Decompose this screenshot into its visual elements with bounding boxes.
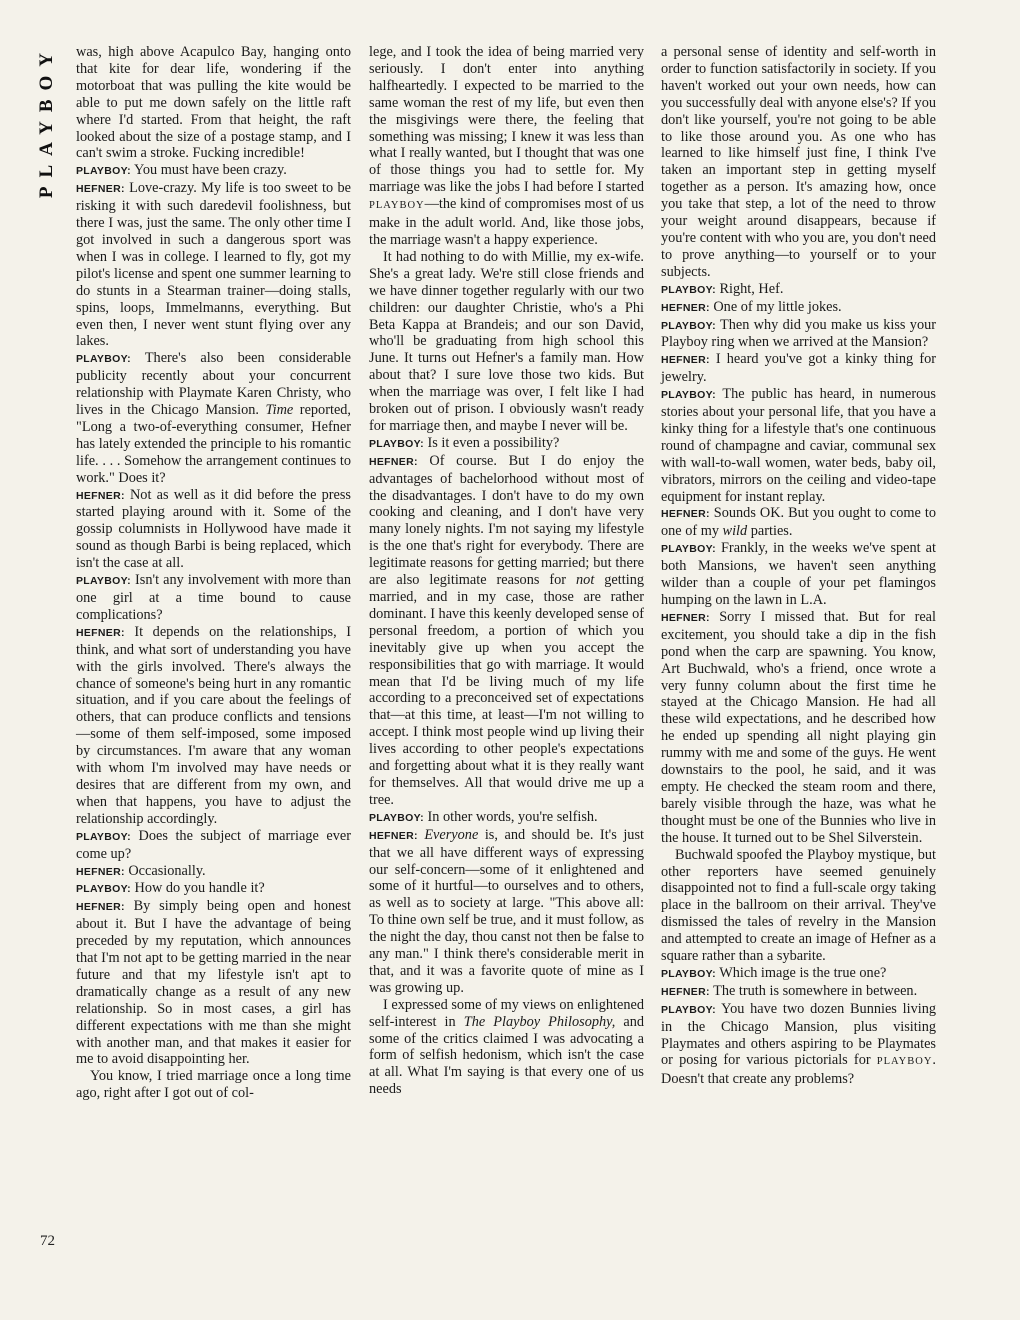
paragraph-text: Then why did you make us kiss your Playboy ring when we arrived at the Mansion? <box>661 316 936 351</box>
paragraph-text: was, high above Acapulco Bay, hanging onto that kite for dear life, wondering if the motorboat that was pulling the kite would be able to put me down safely on the little raft where I'd started. From that height, the raft looked about the size of a postage stamp, and I can't swim a stroke. Fucking incredible! <box>76 44 351 162</box>
speaker-label: HEFNER: <box>369 455 418 468</box>
paragraph-text: Right, Hef. <box>719 280 784 297</box>
speaker-label: PLAYBOY: <box>661 389 716 402</box>
paragraph-text-continued: reported, "Long a two-of-everything consumer, Hefner has lately extended the principle to his romantic life. . . . Somehow the arrangement continues to work." Does it? <box>76 402 352 486</box>
paragraph <box>661 505 936 540</box>
paragraph <box>369 997 644 1098</box>
paragraph-text: You have two dozen Bunnies living in the Chicago Mansion, plus visiting Playmates and others aspiring to be Playmates or posing for various pictorials for <box>661 1000 937 1069</box>
paragraph <box>76 180 351 350</box>
paragraph <box>369 44 644 249</box>
paragraph-text: You must have been crazy. <box>133 162 287 179</box>
page-number: 72 <box>40 1233 55 1249</box>
paragraph <box>661 609 936 847</box>
paragraph-text: a personal sense of identity and self-worth in order to function satisfactorily in society. If you haven't worked out your own needs, how can you successfully deal with anyone else's? If you don't like yourself, you're not going to be able to like those around you. As one who has learned to like himself just fine, I think I've taken an important step in getting myself together as a person. It's amazing how, once you take that step, a lot of the need to throw your weight around disappears, because if you're content with who you are, you don't need to prove anything—to yourself or to your subjects. <box>661 44 936 280</box>
speaker-label: PLAYBOY: <box>661 543 716 556</box>
paragraph-text: Buchwald spoofed the Playboy mystique, but other reporters have seemed genuinely disappointed not to find a full-scale orgy taking place in the ballroom on their arrival. They've dismissed the tales of revelry in the Mansion and attempted to create an image of Hefner as a square rather than a sybarite. <box>661 846 936 965</box>
emphasized-text: Everyone <box>424 826 479 843</box>
magazine-title: PLAYBOY <box>36 44 57 199</box>
paragraph-text-continued: is, and should be. It's just that we all have different ways of expressing our self-concern—some of it enlightened and some of it hurtful—to ourselves and to others, as well as to society at large. "This above all: To thine own self be true, and it must follow, as the night the day, thou canst not then be false to any man." I think there's considerable merit in that, and it was a favorite quote of mine as I was growing up. <box>369 826 644 996</box>
speaker-label: HEFNER: <box>661 508 710 521</box>
speaker-label: PLAYBOY: <box>76 830 131 843</box>
paragraph-text: It had nothing to do with Millie, my ex-wife. She's a great lady. We're still close friends and we have dinner together regularly with our two children: our daughter Christie, who's a Phi Beta Kappa at Brandeis; and our son David, who'll be graduating from high school this June. It turns out Hefner's a family man. How about that? I sure love those two kids. But when the marriage was over, I felt like I had broken out of prison. I obviously wasn't ready for marriage then, and maybe I never will be. <box>369 248 644 434</box>
paragraph-text: Sounds OK. But you ought to come to one of my <box>661 505 936 540</box>
paragraph-text: Not as well as it did before the press started playing around with it. Some of the gossip columnists in Hollywood have made it sound as though Barbi is being replaced, which isn't the case at all. <box>76 486 351 572</box>
paragraph-text: By simply being open and honest about it. But I have the advantage of being preceded by my reputation, which announces that I'm not apt to be getting married in the near future and that my lifestyle isn't apt to dramatically change as a result of any new relationship. So in most cases, a girl has different expectations with me than she might with another man, and that makes it easier for me to avoid disappointing her. <box>76 898 351 1068</box>
paragraph <box>76 350 351 486</box>
text-column-3 <box>661 44 936 1088</box>
speaker-label: PLAYBOY: <box>661 283 716 296</box>
paragraph <box>661 540 936 609</box>
paragraph-text-continued: and some of the critics claimed I was advocating a form of selfish hedonism, which isn't the case at all. What I'm saying is that every one of us needs <box>369 1013 644 1098</box>
emphasized-text: The Playboy Philosophy, <box>463 1013 616 1030</box>
emphasized-text: wild <box>722 523 748 540</box>
speaker-label: HEFNER: <box>76 901 125 914</box>
paragraph <box>369 453 644 809</box>
paragraph <box>76 162 351 180</box>
paragraph-text: In other words, you're selfish. <box>427 808 598 825</box>
small-caps-text: PLAYBOY <box>876 1056 933 1068</box>
speaker-label: HEFNER: <box>76 489 125 502</box>
paragraph-text: lege, and I took the idea of being married very seriously. I don't enter into anything halfheartedly. I expected to be married to the same woman the rest of my life, but even then the misgivings were there, the feeling that something was missing; I knew it was less than what I really wanted, but I thought that was one of those things you had to settle for. My marriage was like the jobs I had before I started <box>369 44 644 196</box>
speaker-label: HEFNER: <box>369 829 418 842</box>
paragraph-text: Frankly, in the weeks we've spent at both Mansions, we haven't seen anything wilder than a couple of your pet flamingos humping on the lawn in L.A. <box>661 540 936 608</box>
paragraph <box>76 44 351 162</box>
paragraph <box>661 386 936 505</box>
paragraph-text: I heard you've got a kinky thing for jewelry. <box>661 351 936 386</box>
paragraph-text-continued: parties. <box>747 523 793 540</box>
paragraph <box>661 847 936 965</box>
paragraph <box>661 351 936 386</box>
paragraph-text: There's also been considerable publicity recently about your concurrent relationship with Playmate Karen Christy, who lives in the Chicago Mansion. <box>76 350 351 419</box>
speaker-label: PLAYBOY: <box>76 353 131 366</box>
paragraph-text-continued: . Doesn't that create any problems? <box>661 1052 936 1088</box>
speaker-label: HEFNER: <box>76 183 125 196</box>
paragraph <box>661 281 936 299</box>
paragraph <box>76 624 351 828</box>
paragraph <box>76 880 351 898</box>
paragraph-text: It depends on the relationships, I think, and what sort of understanding you have with the girls involved. There's always the chance of someone's being hurt in any romantic situation, and if you care about the feelings of others, that can produce conflicts and tensions—some of them self-imposed, some imposed by circumstances. I'm aware that any woman with whom I'm involved may have needs or desires that are different from my own, and when that happens, you have to adjust the relationship accordingly. <box>76 623 351 827</box>
paragraph-text: The public has heard, in numerous stories about your personal life, that you have a kinky thing for a lifestyle that's one continuous round of champagne and caviar, communal sex with wall-to-wall women, water beds, baby oil, vibrators, mirrors on the ceiling and video-tape equipment for instant replay. <box>661 386 936 505</box>
paragraph <box>76 898 351 1068</box>
paragraph-text-continued: —the kind of compromises most of us make in the adult world. And, like those jobs, the marriage wasn't a happy experience. <box>369 196 644 248</box>
paragraph <box>661 983 936 1001</box>
paragraph-text: Of course. But I do enjoy the advantages of bachelorhood without most of the disadvantages. I don't have to do my own cooking and cleaning, and I don't have very many lonely nights. I'm not saying my lifestyle is the one that's right for everybody. There are legitimate reasons for getting married; but there are also legitimate reasons for <box>369 452 644 589</box>
paragraph-text: How do you handle it? <box>134 880 265 897</box>
paragraph <box>76 487 351 573</box>
speaker-label: HEFNER: <box>76 626 125 639</box>
paragraph <box>76 863 351 881</box>
speaker-label: PLAYBOY: <box>661 1003 716 1016</box>
paragraph <box>369 435 644 453</box>
paragraph <box>661 44 936 281</box>
paragraph-text: Sorry I missed that. But for real excitement, you should take a dip in the fish pond when the carp are spawning. You know, Art Buchwald, who's a friend, once wrote a very funny column about the first time he stayed at the Chicago Mansion. He had all these wild expectations, and he described how he ended up spending all night playing gin rummy with me and some of the guys. He went downstairs to the pool, he said, and it was empty. He checked the steam room and there, barely visible through the haze, was what he thought must be one of the Bunnies who live in the house. It turned out to be Shel Silverstein. <box>661 608 936 846</box>
speaker-label: HEFNER: <box>76 865 125 878</box>
paragraph-text: You know, I tried marriage once a long time ago, right after I got out of col- <box>76 1068 351 1102</box>
emphasized-text: not <box>576 572 595 589</box>
paragraph <box>661 317 936 352</box>
speaker-label: PLAYBOY: <box>369 811 424 824</box>
text-column-2 <box>369 44 644 1098</box>
paragraph-text: One of my little jokes. <box>713 298 842 315</box>
speaker-label: HEFNER: <box>661 985 710 998</box>
speaker-label: HEFNER: <box>661 611 710 624</box>
paragraph-text: I expressed some of my views on enlightened self-interest in <box>369 996 644 1030</box>
paragraph-text: Love-crazy. My life is too sweet to be risking it with such daredevil foolishness, but there I was, just the same. The only other time I got involved in such a dangerous sport was when I was in college. I learned to fly, got my pilot's license and spent one summer learning to do stunts in a Stearman trainer—doing stalls, spins, loops, Immelmanns, everything. But even then, I never went stunt flying over any lakes. <box>76 180 351 350</box>
paragraph-text: Occasionally. <box>128 862 206 879</box>
speaker-label: PLAYBOY: <box>76 165 131 178</box>
paragraph-text: Does the subject of marriage ever come up? <box>76 827 352 862</box>
speaker-label: PLAYBOY: <box>369 437 424 450</box>
paragraph-text: The truth is somewhere in between. <box>713 982 918 999</box>
paragraph <box>369 827 644 997</box>
text-column-1 <box>76 44 351 1102</box>
paragraph <box>661 965 936 983</box>
paragraph <box>661 299 936 317</box>
speaker-label: PLAYBOY: <box>661 967 716 980</box>
paragraph <box>76 1068 351 1102</box>
paragraph <box>76 828 351 863</box>
speaker-label: PLAYBOY: <box>76 575 131 588</box>
paragraph <box>661 1001 936 1089</box>
speaker-label: PLAYBOY: <box>661 319 716 332</box>
speaker-label: PLAYBOY: <box>76 883 131 896</box>
speaker-label: HEFNER: <box>661 354 710 367</box>
small-caps-text: PLAYBOY <box>369 200 425 212</box>
paragraph-text-continued: getting married, and in my case, those are rather dominant. I have this keenly developed sense of personal freedom, a portion of which you inevitably give up when you accept the responsibilities that go with marriage. It would mean that I'd be living much of my life according to a preconceived set of expectations that—at this time, at least—I'm not willing to accept. I think most people wind up living their lives according to other people's expectations and forgetting about what it is they really want for themselves. All that would drive me up a tree. <box>369 572 644 808</box>
paragraph <box>76 572 351 624</box>
paragraph <box>369 249 644 435</box>
paragraph-text: Isn't any involvement with more than one girl at a time bound to cause complications? <box>76 572 351 623</box>
paragraph-text: Is it even a possibility? <box>427 434 560 451</box>
paragraph <box>369 809 644 827</box>
speaker-label: HEFNER: <box>661 301 710 314</box>
paragraph-text: Which image is the true one? <box>719 964 887 981</box>
emphasized-text: Time <box>265 402 294 419</box>
